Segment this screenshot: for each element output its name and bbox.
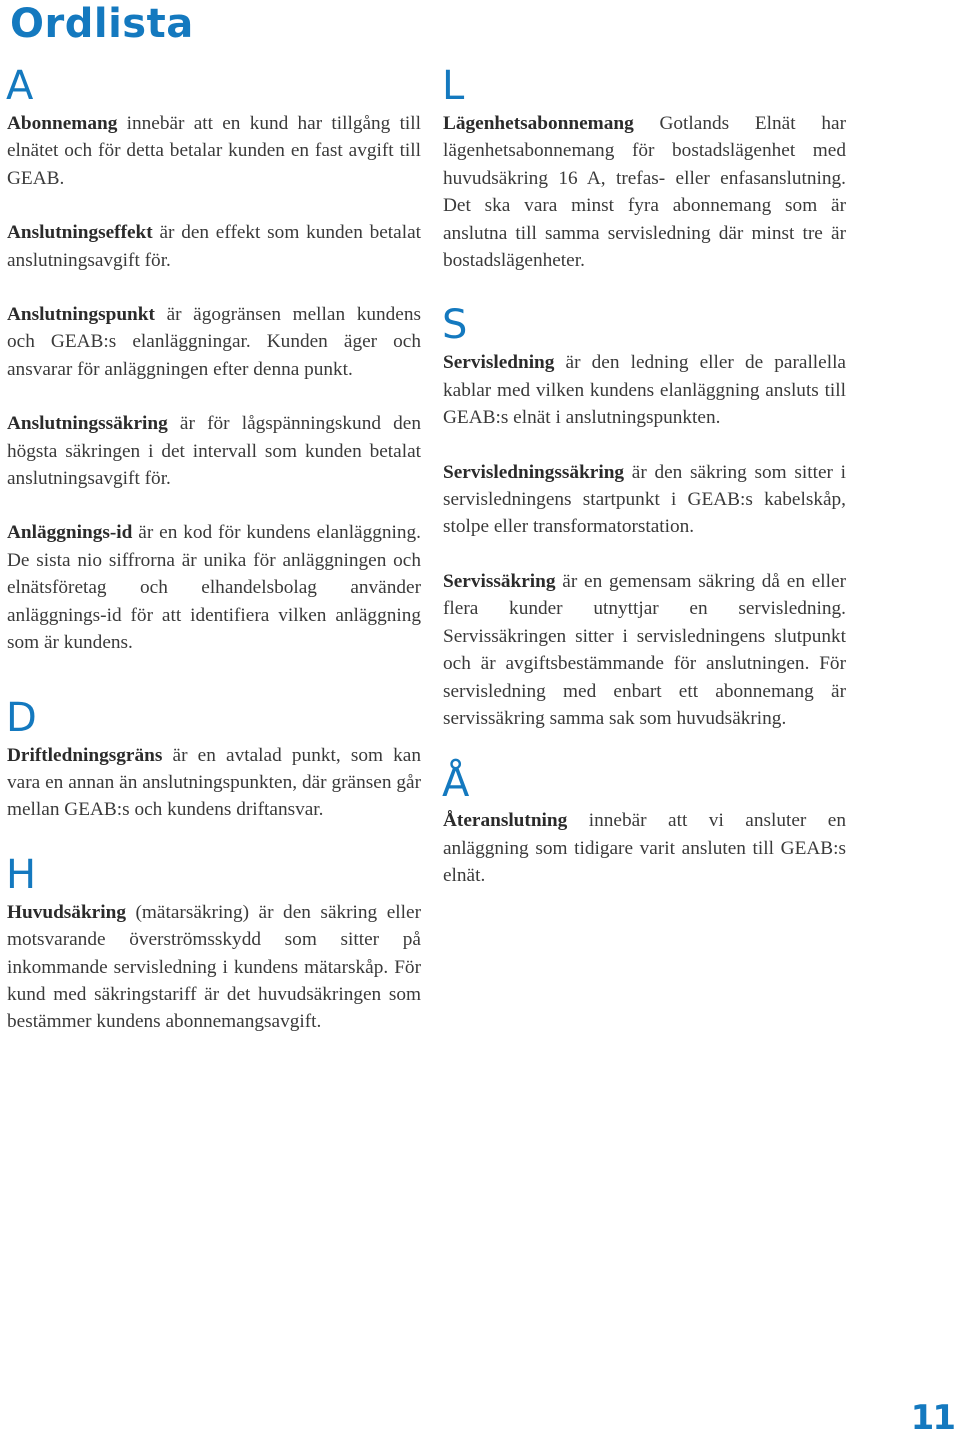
section-h [7, 851, 421, 1036]
glossary-definition: är en gemensam säkring då en eller flera kunder utnyttjar en servisledning. Servissäkringen sitter i servisledningens slutpunkt och är avgiftsbestämmande för anslutningen. För servisledning med enbart ett abonnemang är servissäkring samma sak som huvudsäkring. [443, 570, 846, 729]
glossary-entry-anslutningspunkt [7, 301, 421, 383]
glossary-term: Lägenhetsabonnemang [443, 113, 634, 134]
glossary-definition: är en kod för kundens elanläggning. De sista nio siffrorna är unika för anläggningen och elnätsföretag och elhandelsbolag använder anläggnings-id för att identifiera vilken anläggning som är kundens. [7, 522, 421, 654]
section-aa [443, 759, 846, 889]
glossary-entry-servisledningssakring [443, 459, 846, 541]
glossary-term: Anslutningseffekt [7, 222, 153, 244]
glossary-entry-anlaggnings-id [7, 519, 421, 656]
glossary-definition: är ägogränsen mellan kundens och GEAB:s elanläggningar. Kunden äger och ansvarar för anläggningen efter denna punkt. [7, 304, 421, 380]
section-l [443, 62, 846, 274]
glossary-term: Servisledning [443, 352, 555, 374]
glossary-definition: är för lågspänningskund den högsta säkringen i det intervall som kunden betalat anslutningsavgift för. [7, 413, 421, 490]
glossary-entry-huvudsakring [7, 899, 421, 1036]
right-column [443, 62, 846, 917]
glossary-definition: (mätarsäkring) är den säkring eller motsvarande överströmsskydd som sitter på inkommande servisledning i kundens mätarskåp. För kund med säkringstariff är det huvudsäkringen som bestämmer kundens abonnemangsavgift. [7, 901, 421, 1033]
glossary-term: Återanslutning [443, 810, 568, 832]
section-letter-l: L [442, 63, 465, 109]
glossary-definition: är den säkring som sitter i servisledningens startpunkt i GEAB:s kabelskåp, stolpe eller transformatorstation. [443, 461, 846, 538]
glossary-definition: är den effekt som kunden betalat anslutningsavgift för. [7, 222, 421, 271]
section-letter-d: D [6, 694, 37, 741]
section-letter-a: A [6, 63, 34, 109]
glossary-term: Anslutningssäkring [7, 413, 168, 435]
page-number: 11 [910, 1398, 954, 1438]
glossary-term: Anslutningspunkt [7, 304, 155, 326]
section-a [7, 62, 421, 657]
glossary-definition: Gotlands Elnät har lägenhetsabonnemang för bostadslägenhet med huvudsäkring 16 A, trefas- eller enfasanslutning. Det ska vara minst fyra abonnemang som är anslutna till samma servisledning där minst tre är bostadslägenheter. [443, 113, 846, 272]
glossary-entry-abonnemang [7, 110, 421, 192]
glossary-entry-ateranslutning [443, 807, 846, 889]
glossary-entry-driftledningsgrans [7, 742, 421, 824]
glossary-term: Anläggnings-id [7, 522, 133, 544]
glossary-term: Servisledningssäkring [443, 461, 625, 483]
page-title: Ordlista [10, 1, 194, 47]
glossary-entry-lagenhetsabonnemang [443, 110, 846, 274]
left-column [7, 62, 421, 1063]
glossary-definition: innebär att vi ansluter en anläggning som tidigare varit ansluten till GEAB:s elnät. [443, 810, 846, 887]
glossary-entry-anslutningseffekt [7, 219, 421, 274]
glossary-term: Abonnemang [7, 113, 118, 134]
section-letter-aa: Å [442, 760, 470, 807]
glossary-entry-servisledning [443, 349, 846, 431]
glossary-term: Huvudsäkring [7, 901, 126, 923]
glossary-definition: är den ledning eller de parallella kablar med vilken kundens elanläggning ansluts till GEAB:s elnät i anslutningspunkten. [443, 352, 846, 429]
glossary-definition: är en avtalad punkt, som kan vara en annan än anslutningspunkten, där gränsen går mellan GEAB:s och kundens driftansvar. [7, 744, 421, 821]
section-s [443, 301, 846, 732]
glossary-term: Servissäkring [443, 570, 556, 592]
glossary-entry-servissakring [443, 568, 846, 732]
glossary-term: Driftledningsgräns [7, 744, 163, 766]
section-letter-s: S [442, 302, 468, 349]
section-letter-h: H [6, 851, 37, 898]
section-d [7, 694, 421, 824]
glossary-definition: innebär att en kund har tillgång till elnätet och för detta betalar kunden en fast avgift till GEAB. [7, 113, 421, 189]
glossary-entry-anslutningssakring [7, 410, 421, 492]
